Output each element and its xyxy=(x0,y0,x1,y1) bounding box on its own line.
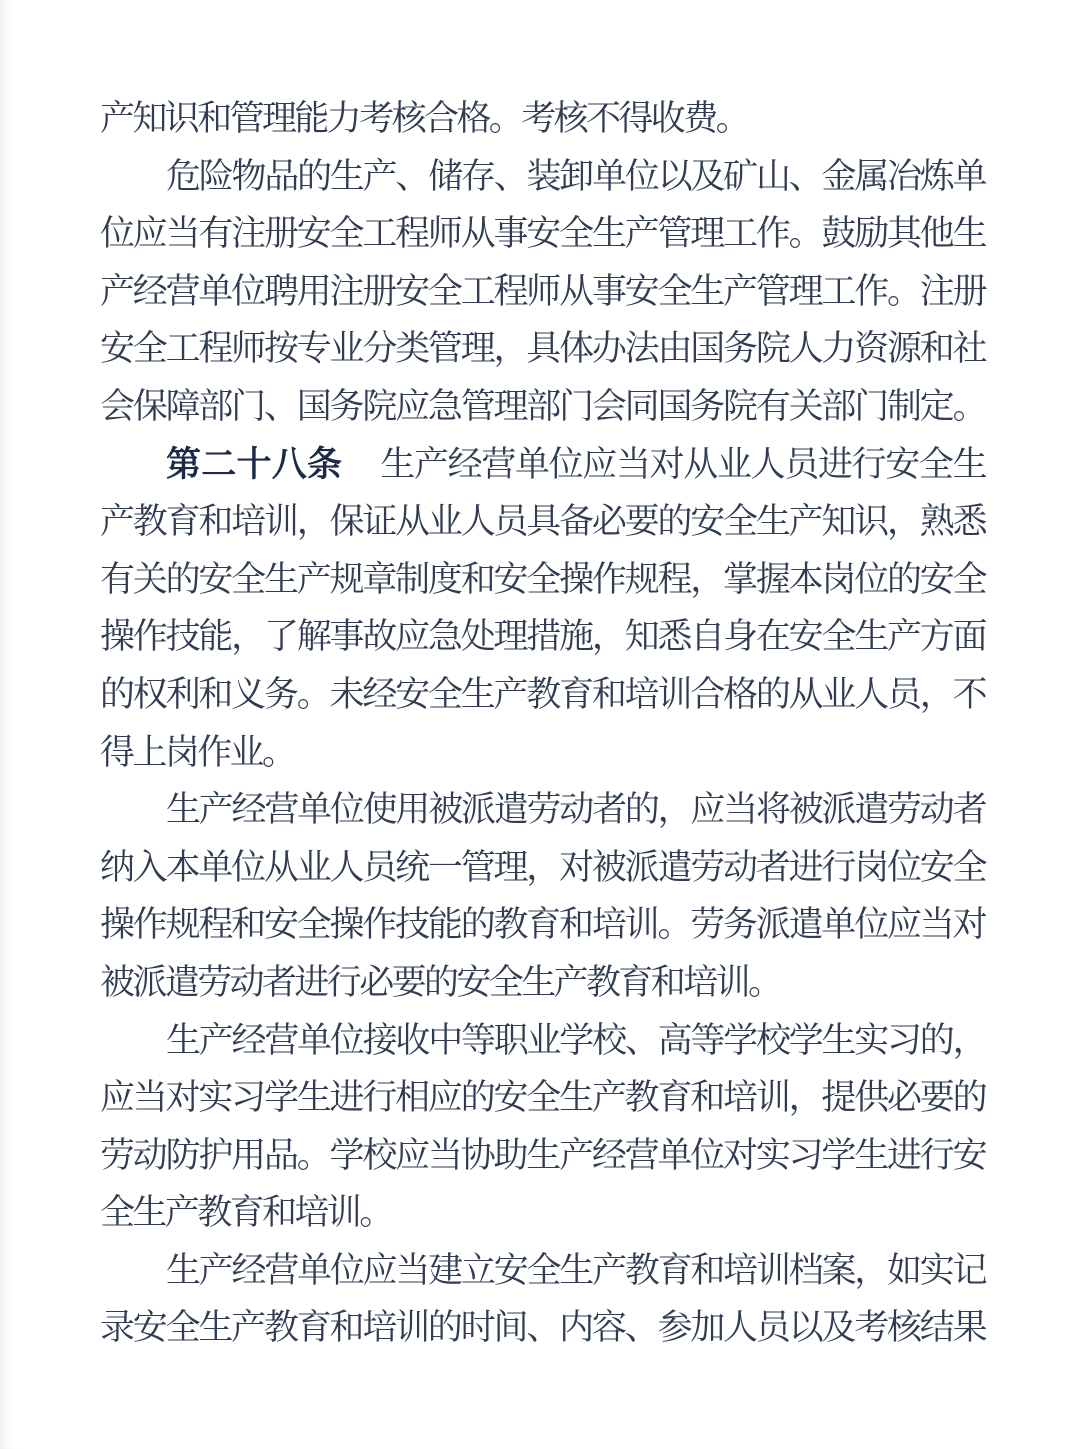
text-line xyxy=(100,1299,985,1357)
text-line xyxy=(100,90,985,148)
line-text: 产教育和培训，保证从业人员具备必要的安全生产知识，熟悉 xyxy=(100,502,985,542)
line-text: 位应当有注册安全工程师从事安全生产管理工作。鼓励其他生 xyxy=(100,214,985,254)
text-line xyxy=(100,1012,985,1070)
text-line xyxy=(100,263,985,321)
line-text: 生产经营单位接收中等职业学校、高等学校学生实习的， xyxy=(166,1020,985,1060)
line-text: 有关的安全生产规章制度和安全操作规程，掌握本岗位的安全 xyxy=(100,559,985,599)
text-line xyxy=(100,378,985,436)
text-line xyxy=(100,320,985,378)
text-line xyxy=(100,1184,985,1242)
text-line xyxy=(100,954,985,1012)
line-text: 产经营单位聘用注册安全工程师从事安全生产管理工作。注册 xyxy=(100,271,985,311)
line-text: 生产经营单位使用被派遣劳动者的，应当将被派遣劳动者 xyxy=(166,790,985,830)
line-text: 会保障部门、国务院应急管理部门会同国务院有关部门制定。 xyxy=(100,386,985,426)
line-text: 操作技能，了解事故应急处理措施，知悉自身在安全生产方面 xyxy=(100,617,985,657)
text-line xyxy=(100,666,985,724)
text-line xyxy=(100,608,985,666)
line-text: 生产经营单位应当建立安全生产教育和培训档案，如实记 xyxy=(166,1250,985,1290)
text-line xyxy=(100,148,985,206)
text-line xyxy=(100,839,985,897)
text-line xyxy=(100,1242,985,1300)
line-text: 的权利和义务。未经安全生产教育和培训合格的从业人员，不 xyxy=(100,674,985,714)
text-line xyxy=(100,781,985,839)
line-text: 产知识和管理能力考核合格。考核不得收费。 xyxy=(100,99,749,138)
line-text: 操作规程和安全操作技能的教育和培训。劳务派遣单位应当对 xyxy=(100,905,985,945)
text-line xyxy=(100,493,985,551)
line-text: 被派遣劳动者进行必要的安全生产教育和培训。 xyxy=(100,962,781,1002)
line-text: 录安全生产教育和培训的时间、内容、参加人员以及考核结果 xyxy=(100,1308,985,1348)
line-text: 劳动防护用品。学校应当协助生产经营单位对实习学生进行安 xyxy=(100,1135,985,1175)
text-line xyxy=(100,205,985,263)
text-line xyxy=(100,1069,985,1127)
line-text: 应当对实习学生进行相应的安全生产教育和培训，提供必要的 xyxy=(100,1078,985,1118)
document-text xyxy=(100,90,985,1357)
line-text: 纳入本单位从业人员统一管理，对被派遣劳动者进行岗位安全 xyxy=(100,847,985,887)
article-number: 第二十八条 xyxy=(166,444,343,484)
text-line xyxy=(100,436,985,494)
text-line xyxy=(100,896,985,954)
line-text: 危险物品的生产、储存、装卸单位以及矿山、金属冶炼单 xyxy=(166,156,985,196)
line-text: 生产经营单位应当对从业人员进行安全生 xyxy=(380,444,985,484)
line-text: 得上岗作业。 xyxy=(100,732,295,772)
line-text: 安全工程师按专业分类管理，具体办法由国务院人力资源和社 xyxy=(100,329,985,369)
text-line xyxy=(100,551,985,609)
line-text: 全生产教育和培训。 xyxy=(100,1193,392,1233)
text-line xyxy=(100,1127,985,1185)
text-line xyxy=(100,724,985,782)
